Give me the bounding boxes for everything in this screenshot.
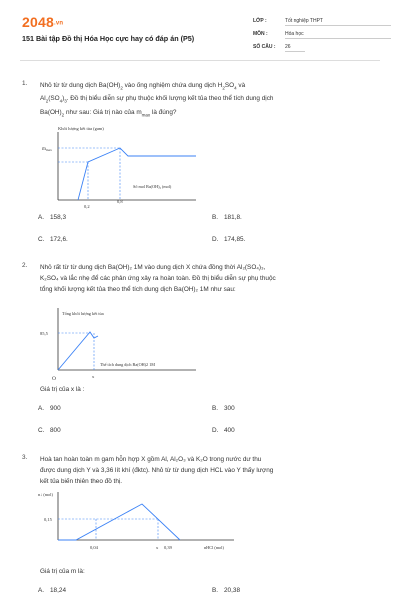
meta-class-label: LỚP : [253, 18, 267, 24]
option-letter: A. [38, 214, 45, 221]
meta-subject-value: Hóa học [285, 31, 391, 39]
question-text [40, 80, 380, 120]
subscript: 4 [59, 98, 63, 104]
text-run: như sau: Giá trị nào của m [64, 108, 142, 116]
text-run: ) [62, 95, 65, 103]
q3-xmark: x [156, 545, 159, 550]
subscript: 2 [61, 111, 65, 117]
q1-option-b[interactable] [212, 214, 242, 221]
q1-x-axis-label: Số mol Ba(OH)₂ (mol) [133, 184, 172, 189]
q1-xtick-1: 0,2 [84, 204, 90, 209]
text-run: vào ống nghiệm chứa dung dịch H [122, 82, 223, 89]
text-run: (SO [48, 95, 60, 103]
document-header [0, 0, 400, 52]
site-logo[interactable] [22, 14, 63, 30]
q3-option-a[interactable] [38, 587, 66, 594]
q1-graph [28, 122, 198, 209]
option-letter: C. [38, 236, 45, 243]
q3-y-axis-label: n↓ (mol) [38, 492, 53, 497]
q2-option-d[interactable] [212, 427, 235, 434]
logo-text: 2048 [22, 14, 54, 30]
q3-x-axis-label: nHCl (mol) [204, 545, 224, 550]
option-letter: B. [212, 214, 219, 221]
text-run: là đúng? [150, 108, 177, 116]
text-run: Al [40, 95, 46, 103]
subscript: 2 [45, 98, 49, 104]
subscript: 4 [234, 85, 237, 91]
meta-class-value: Tốt nghiệp THPT [285, 18, 391, 26]
q1-option-d[interactable] [212, 236, 245, 243]
text-run: và [236, 82, 246, 89]
question-number: 1. [22, 80, 28, 87]
option-letter: C. [38, 427, 45, 434]
q2-origin: O [52, 376, 56, 382]
q2-ytick: 85,5 [40, 331, 48, 336]
q2-graph [38, 304, 198, 384]
question-number: 3. [22, 454, 28, 461]
meta-count-value: 26 [285, 44, 305, 52]
q3-prompt: Giá trị của m là: [40, 568, 85, 575]
q1-option-a[interactable] [38, 214, 66, 221]
question-text [40, 454, 380, 487]
q2-y-axis-label: Tổng khối lượng kết tủa [62, 311, 104, 316]
option-text: 18,24 [50, 587, 66, 594]
option-text: 900 [50, 405, 61, 412]
header-divider [20, 60, 380, 61]
q1-curve [78, 148, 196, 200]
text-run: SO [224, 82, 235, 89]
document-title: 151 Bài tập Đồ thị Hóa Học cực hay có đáp án (P5) [22, 34, 195, 43]
option-text: 181,8. [224, 214, 242, 221]
q2-option-b[interactable] [212, 405, 235, 412]
logo-suffix: .vn [53, 20, 64, 27]
option-letter: A. [38, 587, 45, 594]
question-line: K₂SO₄ và lắc nhẹ để các phản ứng xảy ra hoàn toàn. Đồ thị biểu diễn sự phụ thuộc [40, 275, 276, 282]
q3-xtick-2: 0,39 [164, 545, 172, 550]
q3-curve [58, 504, 180, 540]
q1-option-c[interactable] [38, 236, 68, 243]
subscript: 3 [64, 98, 67, 104]
option-text: 158,3 [50, 214, 66, 221]
question-line: kết tủa biến thiên theo đồ thị. [40, 478, 123, 485]
text-run: . Đồ thị biểu diễn sự phụ thuộc khối lượng kết tủa theo thể tích dung dịch [66, 95, 274, 103]
text-run: Nhỏ từ từ dung dịch Ba(OH) [40, 82, 121, 89]
option-text: 300 [224, 405, 235, 412]
q2-option-c[interactable] [38, 427, 61, 434]
question-line [40, 80, 380, 93]
q3-graph [38, 488, 238, 554]
q2-prompt: Giá trị của x là : [40, 386, 85, 393]
q1-y-axis-label: Khối lượng kết tủa (gam) [58, 126, 104, 131]
option-text: 174,85. [224, 236, 246, 243]
option-letter: A. [38, 405, 45, 412]
q3-ytick: 0,15 [44, 517, 52, 522]
q1-ymark: $m_{max}$ [42, 147, 52, 152]
option-letter: B. [212, 587, 219, 594]
subscript: 2 [120, 85, 123, 91]
option-text: 400 [224, 427, 235, 434]
q2-option-a[interactable] [38, 405, 61, 412]
option-text: 800 [50, 427, 61, 434]
q2-curve [58, 332, 98, 370]
q1-xtick-2: 0,8 [117, 199, 123, 204]
option-text: 20,38 [224, 587, 240, 594]
option-text: 172,6. [50, 236, 68, 243]
option-letter: D. [212, 427, 219, 434]
text-run: Ba(OH) [40, 108, 62, 116]
q3-xtick-1: 0,04 [90, 545, 98, 550]
question-number: 2. [22, 262, 28, 269]
meta-count-label: SỐ CÂU : [253, 44, 276, 50]
meta-subject-label: MÔN : [253, 31, 268, 37]
q2-xmark: x [92, 374, 95, 379]
question-line: tổng khối lượng kết tủa theo thể tích dung dịch Ba(OH)₂ 1M như sau: [40, 286, 236, 293]
question-line: Hoà tan hoàn toàn m gam hỗn hợp X gồm Al, Al₂O₃ và K₂O trong nước dư thu [40, 456, 262, 463]
question-line: được dung dịch Y và 3,36 lít khí (đktc). Nhỏ từ từ dung dịch HCL vào Y thấy lượng [40, 467, 274, 474]
subscript: 2 [222, 85, 225, 91]
question-line [40, 93, 380, 106]
question-line [40, 107, 380, 120]
option-letter: B. [212, 405, 219, 412]
question-line: Nhỏ rất từ từ dung dịch Ba(OH)₂ 1M vào dung dịch X chứa đồng thời Al₂(SO₄)₃, [40, 264, 266, 271]
subscript: max [141, 111, 151, 117]
q2-x-axis-label: Thể tích dung dịch Ba(OH)2 1M [100, 362, 156, 367]
q3-option-b[interactable] [212, 587, 240, 594]
question-text [40, 262, 380, 295]
option-letter: D. [212, 236, 219, 243]
